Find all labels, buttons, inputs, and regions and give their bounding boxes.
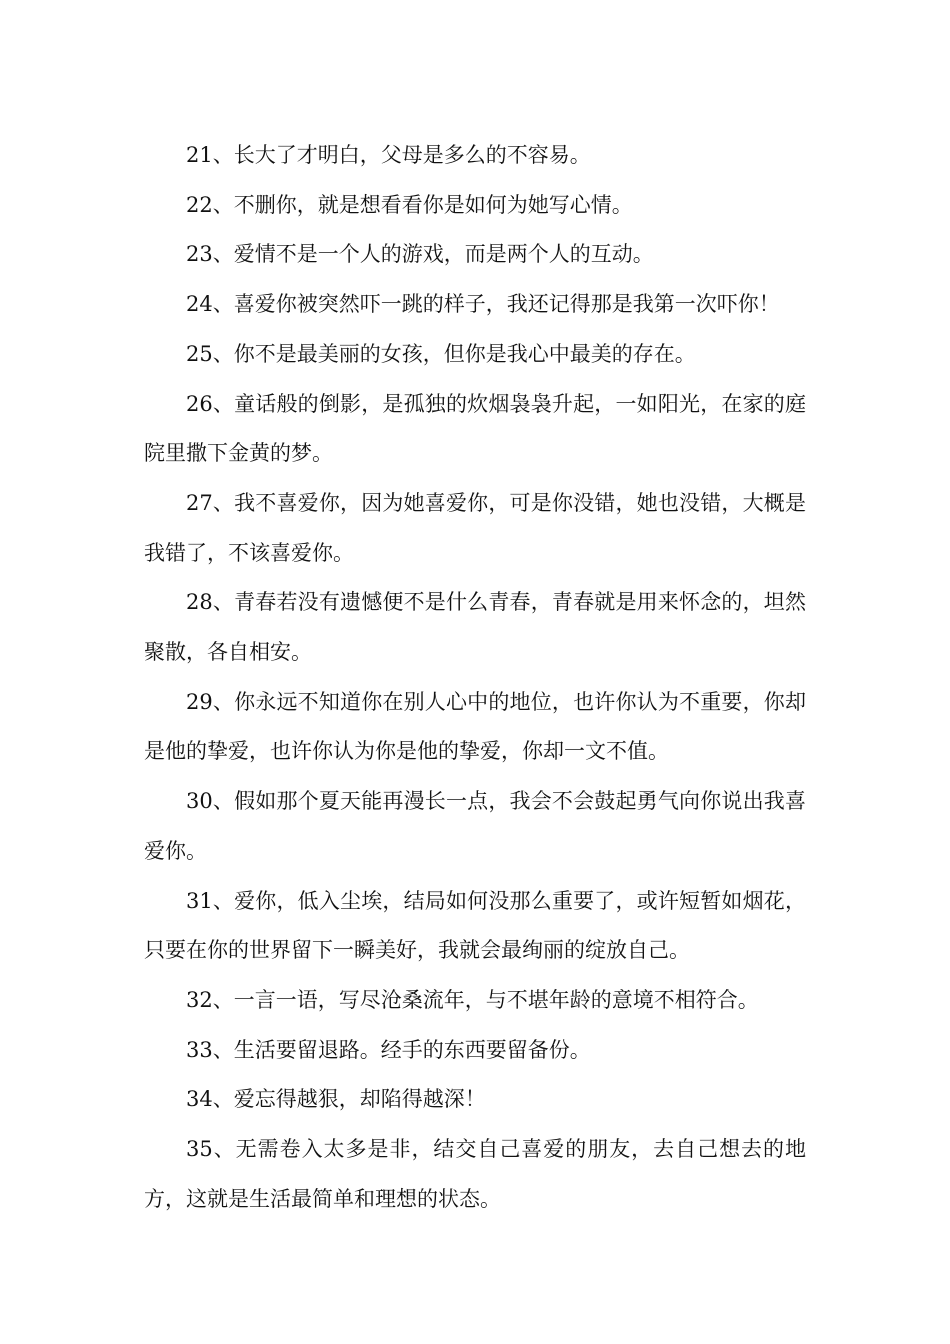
- paragraph-24: 24、喜爱你被突然吓一跳的样子，我还记得那是我第一次吓你！: [186, 292, 780, 317]
- paragraph-26: 26、童话般的倒影，是孤独的炊烟袅袅升起，一如阳光，在家的庭院里撒下金黄的梦。: [144, 391, 806, 466]
- paragraph-28: 28、青春若没有遗憾便不是什么青春，青春就是用来怀念的，坦然聚散，各自相安。: [144, 590, 806, 665]
- paragraph-34: 34、爱忘得越狠，却陷得越深！: [186, 1087, 486, 1112]
- paragraph-29: 29、你永远不知道你在别人心中的地位，也许你认为不重要，你却是他的挚爱，也许你认为你是他的挚爱，你却一文不值。: [144, 689, 806, 764]
- paragraph-31: 31、爱你，低入尘埃，结局如何没那么重要了，或许短暂如烟花，只要在你的世界留下一瞬美好，我就会最绚丽的绽放自己。: [144, 888, 806, 963]
- paragraph-23: 23、爱情不是一个人的游戏，而是两个人的互动。: [186, 242, 654, 267]
- paragraph-22: 22、不删你，就是想看看你是如何为她写心情。: [186, 192, 633, 217]
- paragraph-30: 30、假如那个夏天能再漫长一点，我会不会鼓起勇气向你说出我喜爱你。: [144, 789, 806, 863]
- document-body: [144, 131, 806, 1224]
- paragraph-32: 32、一言一语，写尽沧桑流年，与不堪年龄的意境不相符合。: [186, 987, 759, 1012]
- paragraph-35: 35、无需卷入太多是非，结交自己喜爱的朋友，去自己想去的地方，这就是生活最简单和理想的状态。: [144, 1137, 806, 1211]
- paragraph-25: 25、你不是最美丽的女孩，但你是我心中最美的存在。: [186, 341, 696, 366]
- paragraph-21: 21、长大了才明白，父母是多么的不容易。: [186, 143, 591, 167]
- paragraph-27: 27、我不喜爱你，因为她喜爱你，可是你没错，她也没错，大概是我错了，不该喜爱你。: [144, 490, 806, 565]
- paragraph-33: 33、生活要留退路。经手的东西要留备份。: [186, 1037, 591, 1062]
